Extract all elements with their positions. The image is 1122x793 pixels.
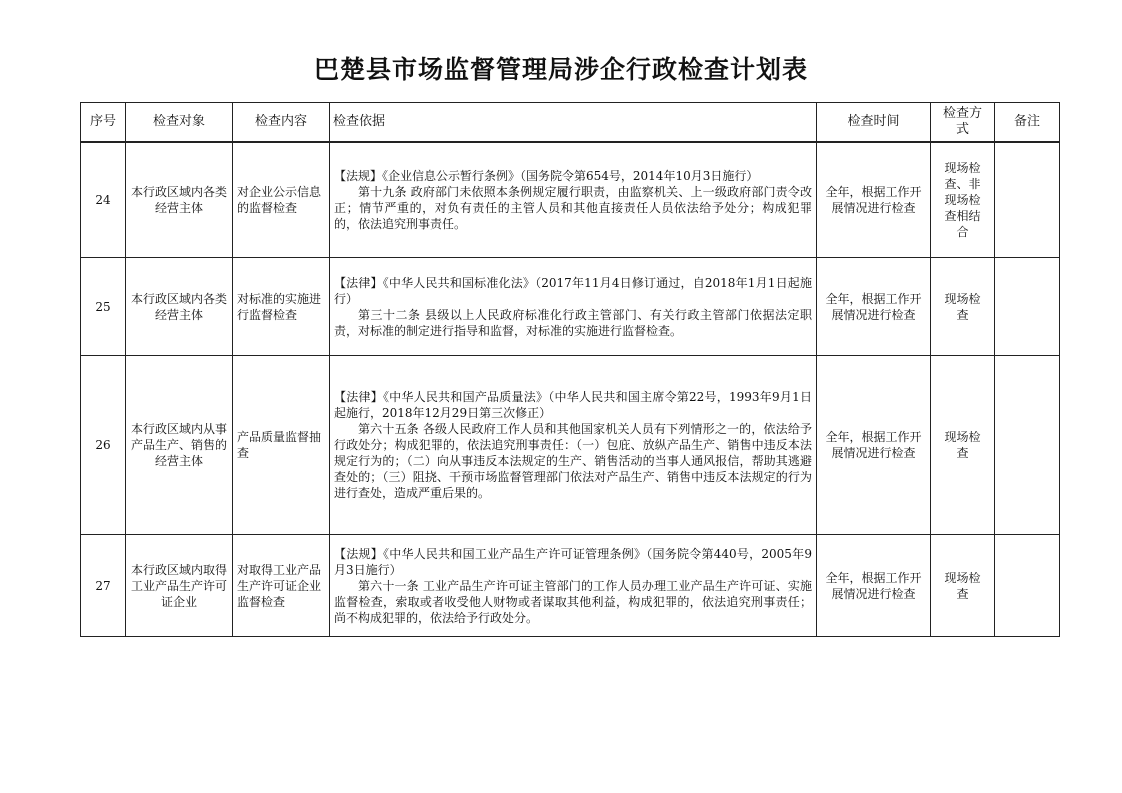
table-row	[81, 356, 1060, 535]
row-remark	[995, 535, 1060, 637]
basis-law-title: 【法律】《中华人民共和国标准化法》（2017年11月4日修订通过，自2018年1月1日起施行）	[334, 275, 812, 306]
basis-law-article: 第十九条 政府部门未依照本条例规定履行职责，由监察机关、上一级政府部门责令改正；情节严重的，对负有责任的主管人员和其他直接责任人员依法给予处分；构成犯罪的，依法追究刑事责任。	[334, 185, 812, 231]
row-method: 现场检查	[931, 535, 995, 637]
inspection-plan-table	[80, 102, 1060, 637]
header-basis: 检查依据	[330, 103, 817, 143]
row-time: 全年，根据工作开展情况进行检查	[817, 142, 931, 258]
table-row	[81, 535, 1060, 637]
row-basis	[330, 142, 817, 258]
row-target: 本行政区域内取得工业产品生产许可证企业	[126, 535, 233, 637]
row-seq: 27	[81, 535, 126, 637]
row-seq: 24	[81, 142, 126, 258]
row-content: 对标准的实施进行监督检查	[233, 258, 330, 356]
header-target: 检查对象	[126, 103, 233, 143]
row-remark	[995, 356, 1060, 535]
header-remark: 备注	[995, 103, 1060, 143]
row-target: 本行政区域内各类经营主体	[126, 258, 233, 356]
row-seq: 26	[81, 356, 126, 535]
basis-law-title: 【法律】《中华人民共和国产品质量法》（中华人民共和国主席令第22号，1993年9月1日起施行，2018年12月29日第三次修正）	[334, 390, 812, 420]
basis-law-article: 第六十一条 工业产品生产许可证主管部门的工作人员办理工业产品生产许可证、实施监督检查，索取或者收受他人财物或者谋取其他利益，构成犯罪的，依法追究刑事责任；尚不构成犯罪的，依法给予行政处分。	[334, 578, 812, 625]
header-seq: 序号	[81, 103, 126, 143]
row-content: 产品质量监督抽查	[233, 356, 330, 535]
row-content: 对企业公示信息的监督检查	[233, 142, 330, 258]
row-basis	[330, 258, 817, 356]
page-title: 巴楚县市场监督管理局涉企行政检查计划表	[313, 55, 808, 84]
header-content: 检查内容	[233, 103, 330, 143]
row-time: 全年，根据工作开展情况进行检查	[817, 535, 931, 637]
row-remark	[995, 258, 1060, 356]
header-time: 检查时间	[817, 103, 931, 143]
basis-law-article: 第三十二条 县级以上人民政府标准化行政主管部门、有关行政主管部门依据法定职责，对标准的制定进行指导和监督，对标准的实施进行监督检查。	[334, 307, 812, 338]
basis-law-article: 第六十五条 各级人民政府工作人员和其他国家机关人员有下列情形之一的，依法给予行政处分；构成犯罪的，依法追究刑事责任：（一）包庇、放纵产品生产、销售中违反本法规定行为的；（二）向从事违反本法规定的生产、销售活动的当事人通风报信，帮助其逃避查处的；（三）阻挠、干预市场监督管理部门依法对产品生产、销售中违反本法规定的行为进行查处，造成严重后果的。	[334, 422, 812, 500]
row-method: 现场检查	[931, 356, 995, 535]
row-target: 本行政区域内从事产品生产、销售的经营主体	[126, 356, 233, 535]
basis-law-title: 【法规】《中华人民共和国工业产品生产许可证管理条例》（国务院令第440号，2005年9月3日施行）	[334, 546, 812, 577]
row-remark	[995, 142, 1060, 258]
table-header-row	[81, 103, 1060, 143]
row-time: 全年，根据工作开展情况进行检查	[817, 258, 931, 356]
header-method: 检查方式	[931, 103, 995, 143]
row-seq: 25	[81, 258, 126, 356]
basis-law-title: 【法规】《企业信息公示暂行条例》（国务院令第654号，2014年10月3日施行）	[334, 169, 759, 183]
row-target: 本行政区域内各类经营主体	[126, 142, 233, 258]
row-basis	[330, 356, 817, 535]
table-row	[81, 142, 1060, 258]
row-content: 对取得工业产品生产许可证企业监督检查	[233, 535, 330, 637]
row-basis	[330, 535, 817, 637]
table-row	[81, 258, 1060, 356]
row-time: 全年，根据工作开展情况进行检查	[817, 356, 931, 535]
row-method: 现场检查、非现场检查相结合	[931, 142, 995, 258]
row-method: 现场检查	[931, 258, 995, 356]
